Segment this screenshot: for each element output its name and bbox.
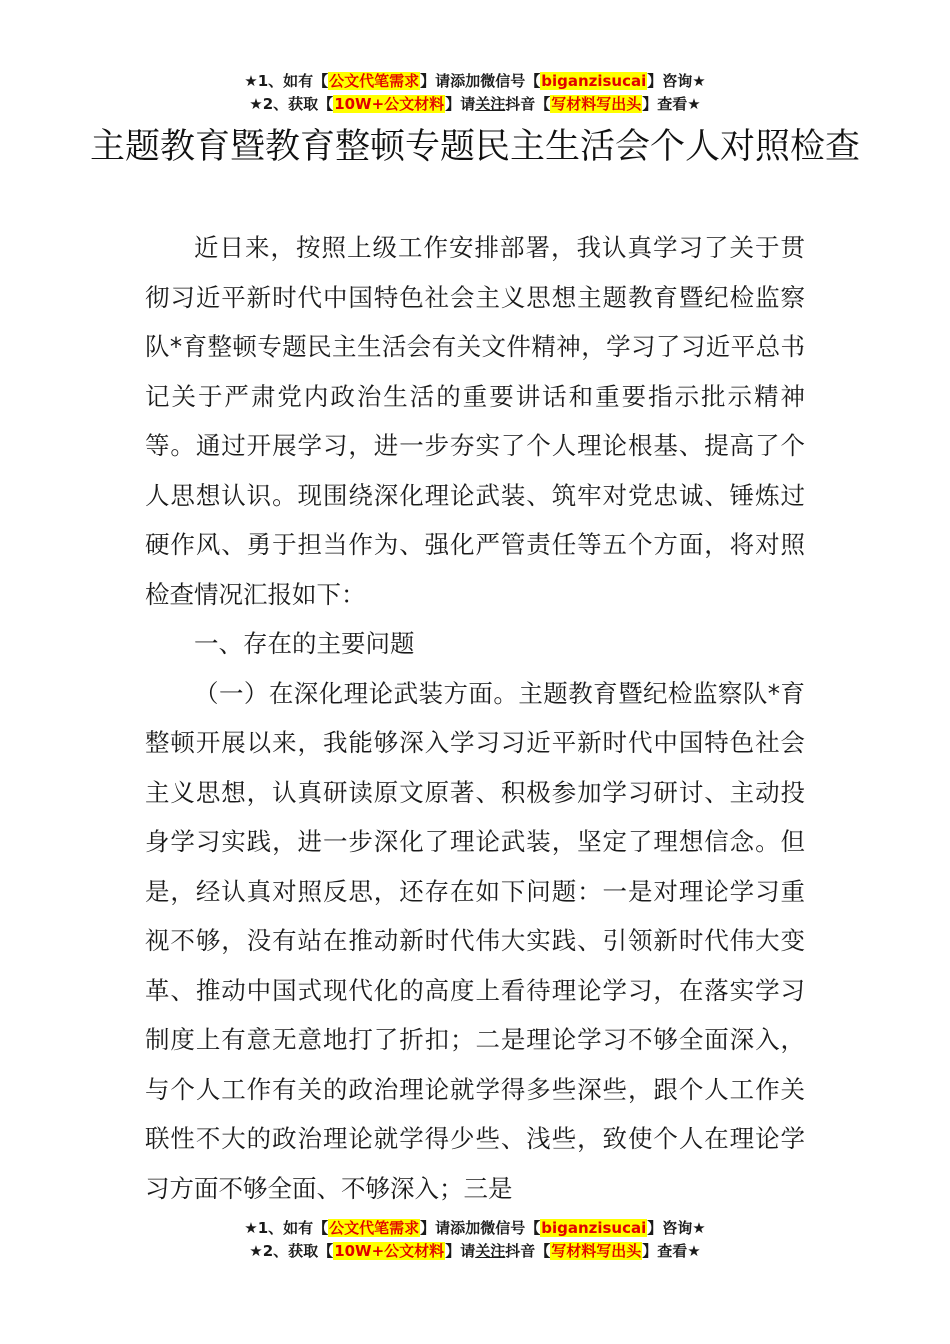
promo-line-2: ★2、获取【10W+公文材料】请关注抖音【写材料写出头】查看★	[249, 95, 701, 113]
paragraph-theory: （一）在深化理论武装方面。主题教育暨纪检监察队*育整顿开展以来，我能够深入学习习近平新时代中国特色社会主义思想，认真研读原文原著、积极参加学习研讨、主动投身学习实践，进一步深化了理论武装，坚定了理想信念。但是，经认真对照反思，还存在如下问题：一是对理论学习重视不够，没有站在推动新时代伟大实践、引领新时代伟大变革、推动中国式现代化的高度上看待理论学习，在落实学习制度上有意无意地打了折扣；二是理论学习不够全面深入，与个人工作有关的政治理论就学得多些深些，跟个人工作关联性不大的政治理论就学得少些、浅些，致使个人在理论学习方面不够全面、不够深入；三是	[145, 678, 805, 1203]
promo-line-2: ★2、获取【10W+公文材料】请关注抖音【写材料写出头】查看★	[249, 1242, 701, 1260]
document-body	[145, 223, 805, 1213]
promo-wechat-id: biganzisucai	[541, 72, 647, 90]
promo-line-1: ★1、如有【公文代笔需求】请添加微信号【biganzisucai】咨询★	[244, 1219, 706, 1237]
promo-douyin-id: 写材料写出头	[551, 95, 642, 113]
section-heading: 一、存在的主要问题	[194, 629, 415, 658]
promo-highlight: 10W+公文材料	[334, 1242, 445, 1260]
paragraph-intro: 近日来，按照上级工作安排部署，我认真学习了关于贯彻习近平新时代中国特色社会主义思想主题教育暨纪检监察队*育整顿专题民主生活会有关文件精神，学习了习近平总书记关于严肃党内政治生活的重要讲话和重要指示批示精神等。通过开展学习，进一步夯实了个人理论根基、提高了个人思想认识。现围绕深化理论武装、筑牢对党忠诚、锤炼过硬作风、勇于担当作为、强化严管责任等五个方面，将对照检查情况汇报如下：	[145, 233, 805, 609]
promo-highlight: 公文代笔需求	[329, 72, 420, 90]
promo-header	[0, 70, 950, 116]
promo-highlight: 公文代笔需求	[329, 1219, 420, 1237]
document-title: 主题教育暨教育整顿专题民主生活会个人对照检查	[90, 127, 861, 167]
promo-douyin-id: 写材料写出头	[551, 1242, 642, 1260]
promo-line-1: ★1、如有【公文代笔需求】请添加微信号【biganzisucai】咨询★	[244, 72, 706, 90]
promo-footer	[0, 1217, 950, 1263]
promo-wechat-id: biganzisucai	[541, 1219, 647, 1237]
promo-highlight: 10W+公文材料	[334, 95, 445, 113]
